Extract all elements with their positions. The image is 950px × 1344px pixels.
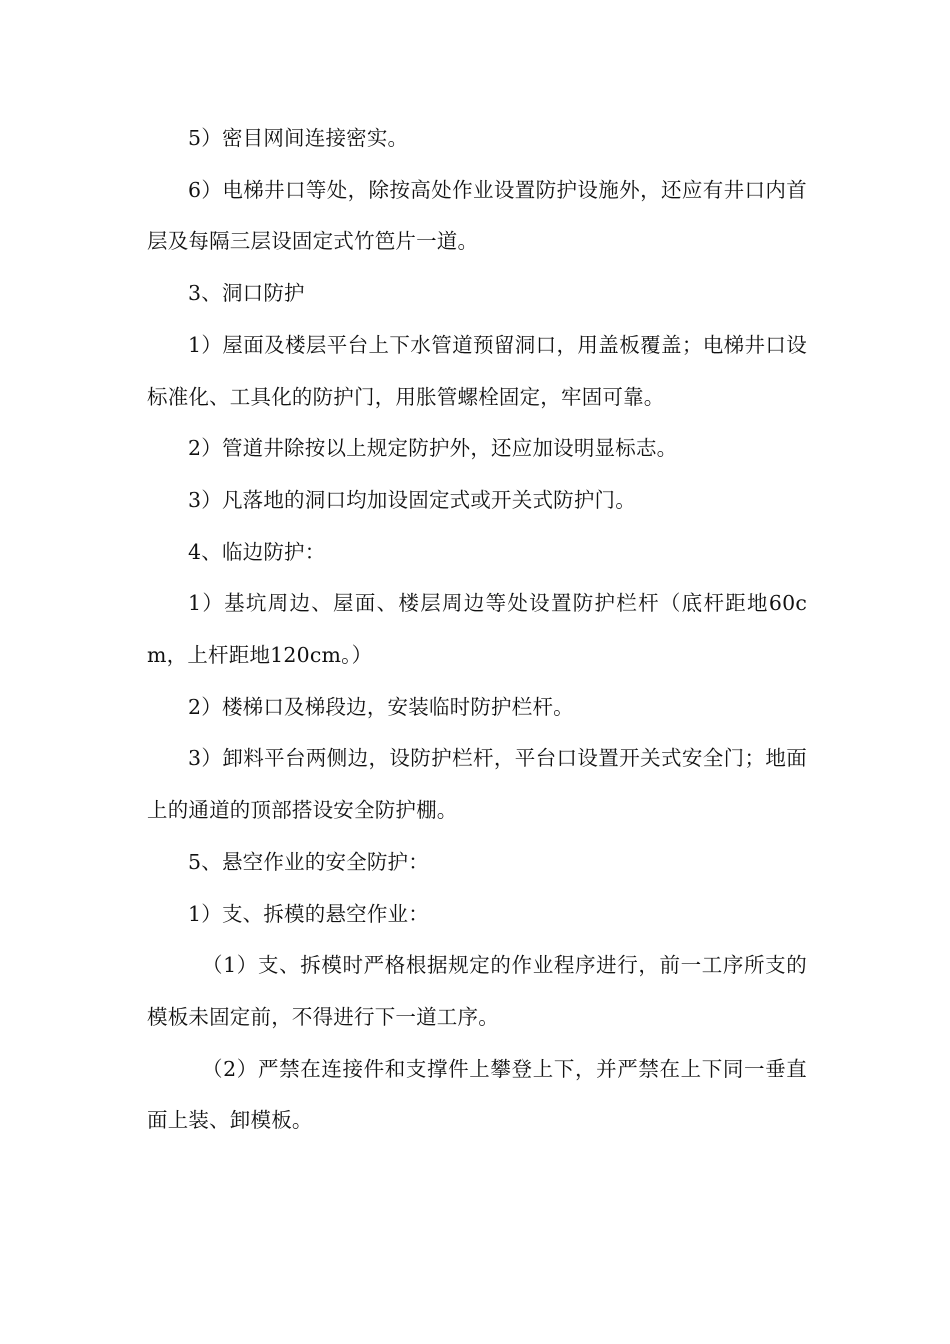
paragraph-item-3-loading-platform: 3）卸料平台两侧边，设防护栏杆，平台口设置开关式安全门；地面上的通道的顶部搭设安全防护棚。 — [147, 746, 807, 823]
paragraph-subitem-1-procedure: （1）支、拆模时严格根据规定的作业程序进行，前一工序所支的模板未固定前，不得进行下一道工序。 — [147, 953, 807, 1029]
paragraph-item-6-elevator-shaft: 6）电梯井口等处，除按高处作业设置防护设施外，还应有井口内首层及每隔三层设固定式竹笆片一道。 — [147, 177, 807, 254]
paragraph-subitem-2-climbing: （2）严禁在连接件和支撑件上攀登上下，并严禁在上下同一垂直面上装、卸模板。 — [147, 1056, 807, 1133]
paragraph-item-1-railings: 1）基坑周边、屋面、楼层周边等处设置防护栏杆（底杆距地60cm，上杆距地120cm。） — [147, 591, 807, 668]
document-body — [147, 113, 807, 1147]
paragraph-item-3-floor-openings: 3）凡落地的洞口均加设固定式或开关式防护门。 — [188, 487, 636, 512]
paragraph-item-2-stairs: 2）楼梯口及梯段边，安装临时防护栏杆。 — [188, 694, 574, 719]
section-heading-edge-protection: 4、临边防护： — [188, 539, 326, 564]
section-heading-opening-protection: 3、洞口防护 — [188, 281, 305, 306]
paragraph-item-1-formwork: 1）支、拆模的悬空作业： — [188, 901, 429, 926]
paragraph-item-5: 5）密目网间连接密实。 — [188, 126, 409, 150]
paragraph-item-1-openings: 1）屋面及楼层平台上下水管道预留洞口，用盖板覆盖；电梯井口设标准化、工具化的防护门，用胀管螺栓固定，牢固可靠。 — [147, 332, 807, 409]
paragraph-item-2-pipe-shaft: 2）管道井除按以上规定防护外，还应加设明显标志。 — [188, 436, 678, 461]
section-heading-suspended-work: 5、悬空作业的安全防护： — [188, 849, 429, 874]
